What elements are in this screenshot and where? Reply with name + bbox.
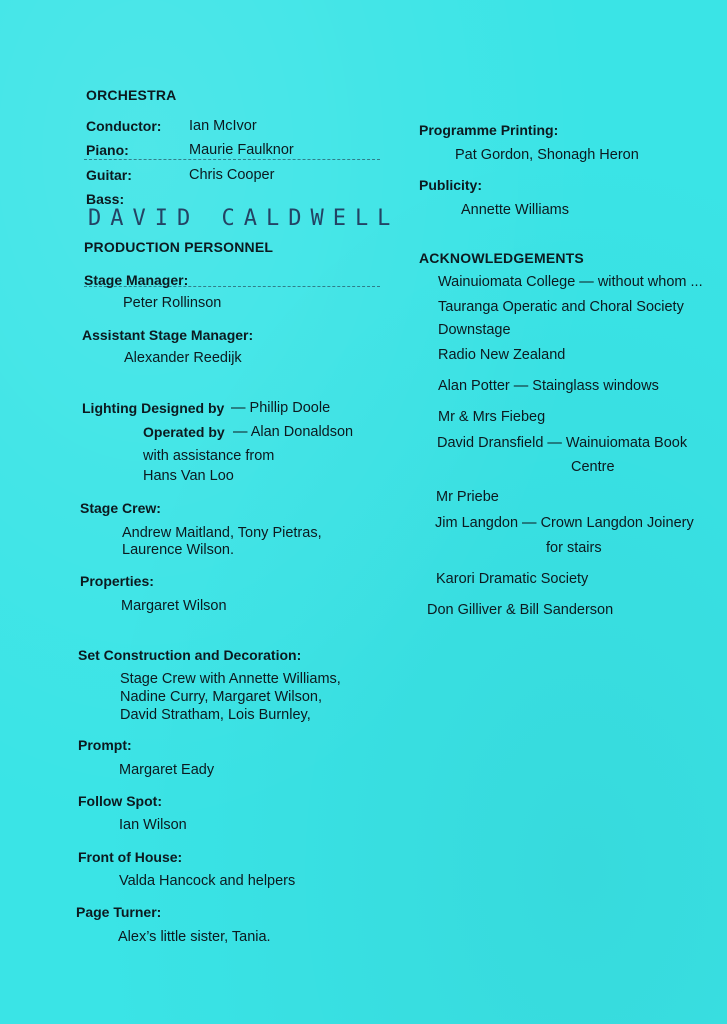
printing-names: Pat Gordon, Shonagh Heron [455,147,639,163]
properties-name: Margaret Wilson [121,598,227,614]
stage-crew-line: Laurence Wilson. [122,542,235,558]
lighting-label: Lighting Designed by [82,400,225,416]
printing-label: Programme Printing: [419,122,559,138]
bass-label: Bass: [86,191,125,207]
properties-label: Properties: [80,573,154,589]
stage-manager-name: Peter Rollinson [123,295,222,311]
guitar-label: Guitar: [86,167,132,183]
conductor-name: Ian McIvor [189,118,257,134]
lighting-name: — Phillip Doole [231,400,331,416]
front-of-house-label: Front of House: [78,849,183,865]
bass-name-stamp: DAVID CALDWELL [88,206,400,231]
set-construction-line: Stage Crew with Annette Williams, [120,671,341,687]
follow-spot-name: Ian Wilson [119,817,187,833]
ack-item: Jim Langdon — Crown Langdon Joinery [435,515,694,531]
ack-item: Radio New Zealand [438,347,566,363]
operated-name: — Alan Donaldson [233,424,354,440]
assistance-line: with assistance from [143,448,275,464]
ack-item-continued: for stairs [546,540,602,556]
stage-manager-label: Stage Manager: [84,272,189,288]
orchestra-heading: ORCHESTRA [86,87,177,103]
acknowledgements-heading: ACKNOWLEDGEMENTS [419,250,584,266]
divider [84,159,380,160]
set-construction-line: Nadine Curry, Margaret Wilson, [120,689,322,705]
publicity-name: Annette Williams [461,202,569,218]
page-turner-name: Alex’s little sister, Tania. [118,929,271,945]
front-of-house-name: Valda Hancock and helpers [119,873,296,889]
publicity-label: Publicity: [419,177,483,193]
piano-name: Maurie Faulknor [189,142,294,158]
ack-item: Don Gilliver & Bill Sanderson [427,602,614,618]
production-heading: PRODUCTION PERSONNEL [84,239,274,255]
operated-label: Operated by [143,424,225,440]
guitar-name: Chris Cooper [189,167,275,183]
ack-item: Tauranga Operatic and Choral Society [438,299,684,315]
page-turner-label: Page Turner: [76,904,162,920]
piano-label: Piano: [86,142,129,158]
ack-item: Downstage [438,322,511,338]
asm-name: Alexander Reedijk [124,350,242,366]
ack-item: David Dransfield — Wainuiomata Book [437,435,688,451]
set-construction-line: David Stratham, Lois Burnley, [120,707,311,723]
ack-item: Karori Dramatic Society [436,571,589,587]
asm-label: Assistant Stage Manager: [82,327,254,343]
assistance-name: Hans Van Loo [143,468,234,484]
follow-spot-label: Follow Spot: [78,793,162,809]
stage-crew-label: Stage Crew: [80,500,161,516]
ack-item: Mr Priebe [436,489,499,505]
ack-item: Alan Potter — Stainglass windows [438,378,659,394]
ack-item: Wainuiomata College — without whom ... [438,274,703,290]
ack-item-continued: Centre [571,459,615,475]
stage-crew-line: Andrew Maitland, Tony Pietras, [122,525,322,541]
prompt-name: Margaret Eady [119,762,215,778]
conductor-label: Conductor: [86,118,162,134]
divider [84,286,380,287]
set-construction-label: Set Construction and Decoration: [78,647,302,663]
prompt-label: Prompt: [78,737,132,753]
ack-item: Mr & Mrs Fiebeg [438,409,546,425]
